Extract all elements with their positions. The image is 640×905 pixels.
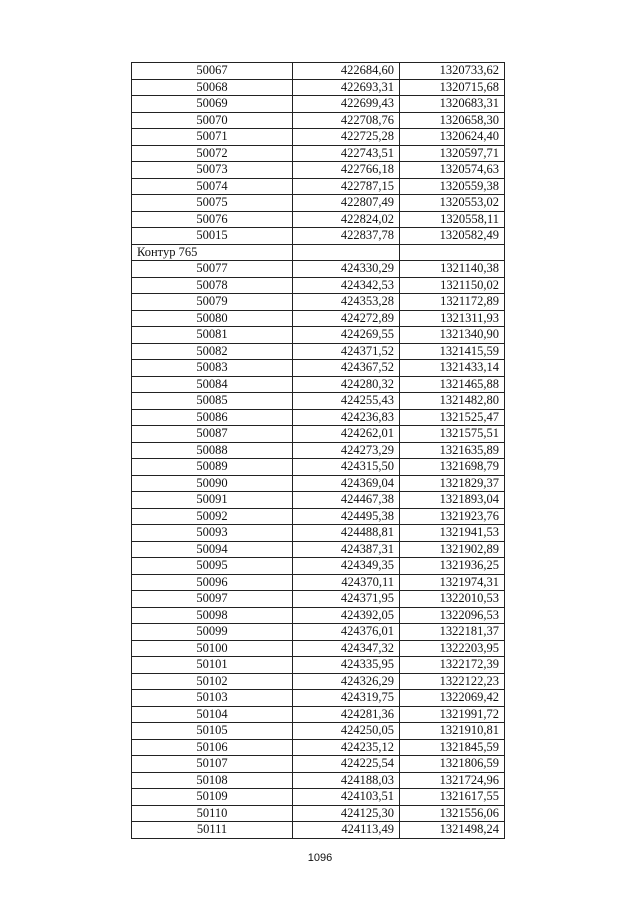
x-coordinate-cell: 424103,51 [293, 789, 400, 806]
y-coordinate-cell: 1320574,63 [400, 162, 505, 179]
x-coordinate-cell: 424371,52 [293, 343, 400, 360]
table-row [132, 772, 505, 789]
x-coordinate-cell: 422684,60 [293, 63, 400, 80]
x-coordinate-cell: 424342,53 [293, 277, 400, 294]
x-coordinate-cell: 422807,49 [293, 195, 400, 212]
table-row [132, 96, 505, 113]
table-row [132, 228, 505, 245]
coordinates-table [131, 62, 505, 839]
point-id-cell: 50078 [132, 277, 293, 294]
point-id-cell: 50088 [132, 442, 293, 459]
table-row [132, 591, 505, 608]
x-coordinate-cell: 424315,50 [293, 459, 400, 476]
point-id-cell: 50090 [132, 475, 293, 492]
point-id-cell: 50111 [132, 822, 293, 839]
x-coordinate-cell: 424188,03 [293, 772, 400, 789]
table-row [132, 409, 505, 426]
x-coordinate-cell: 424353,28 [293, 294, 400, 311]
y-coordinate-cell: 1321498,24 [400, 822, 505, 839]
empty-cell [400, 244, 505, 261]
table-row [132, 756, 505, 773]
table-row [132, 525, 505, 542]
point-id-cell: 50085 [132, 393, 293, 410]
table-row [132, 195, 505, 212]
y-coordinate-cell: 1321635,89 [400, 442, 505, 459]
x-coordinate-cell: 424280,32 [293, 376, 400, 393]
x-coordinate-cell: 422743,51 [293, 145, 400, 162]
point-id-cell: 50075 [132, 195, 293, 212]
y-coordinate-cell: 1321806,59 [400, 756, 505, 773]
x-coordinate-cell: 424281,36 [293, 706, 400, 723]
table-row [132, 442, 505, 459]
table-row [132, 789, 505, 806]
x-coordinate-cell: 424113,49 [293, 822, 400, 839]
table-row [132, 459, 505, 476]
point-id-cell: 50068 [132, 79, 293, 96]
y-coordinate-cell: 1321617,55 [400, 789, 505, 806]
point-id-cell: 50015 [132, 228, 293, 245]
point-id-cell: 50080 [132, 310, 293, 327]
y-coordinate-cell: 1322069,42 [400, 690, 505, 707]
y-coordinate-cell: 1320559,38 [400, 178, 505, 195]
y-coordinate-cell: 1320553,02 [400, 195, 505, 212]
point-id-cell: 50109 [132, 789, 293, 806]
x-coordinate-cell: 424235,12 [293, 739, 400, 756]
point-id-cell: 50082 [132, 343, 293, 360]
table-row [132, 607, 505, 624]
point-id-cell: 50093 [132, 525, 293, 542]
y-coordinate-cell: 1321482,80 [400, 393, 505, 410]
contour-header-row [132, 244, 505, 261]
coordinates-table-body [132, 63, 505, 839]
point-id-cell: 50087 [132, 426, 293, 443]
point-id-cell: 50092 [132, 508, 293, 525]
y-coordinate-cell: 1321311,93 [400, 310, 505, 327]
x-coordinate-cell: 424330,29 [293, 261, 400, 278]
table-row [132, 426, 505, 443]
y-coordinate-cell: 1322010,53 [400, 591, 505, 608]
table-row [132, 706, 505, 723]
x-coordinate-cell: 422725,28 [293, 129, 400, 146]
point-id-cell: 50103 [132, 690, 293, 707]
x-coordinate-cell: 424319,75 [293, 690, 400, 707]
y-coordinate-cell: 1320558,11 [400, 211, 505, 228]
x-coordinate-cell: 424335,95 [293, 657, 400, 674]
point-id-cell: 50081 [132, 327, 293, 344]
point-id-cell: 50069 [132, 96, 293, 113]
y-coordinate-cell: 1321910,81 [400, 723, 505, 740]
page-number: 1096 [307, 852, 333, 864]
table-row [132, 327, 505, 344]
x-coordinate-cell: 424392,05 [293, 607, 400, 624]
table-row [132, 277, 505, 294]
y-coordinate-cell: 1322203,95 [400, 640, 505, 657]
y-coordinate-cell: 1320597,71 [400, 145, 505, 162]
table-row [132, 261, 505, 278]
y-coordinate-cell: 1320683,31 [400, 96, 505, 113]
x-coordinate-cell: 424273,29 [293, 442, 400, 459]
y-coordinate-cell: 1322172,39 [400, 657, 505, 674]
point-id-cell: 50072 [132, 145, 293, 162]
x-coordinate-cell: 422837,78 [293, 228, 400, 245]
y-coordinate-cell: 1321893,04 [400, 492, 505, 509]
point-id-cell: 50101 [132, 657, 293, 674]
y-coordinate-cell: 1320733,62 [400, 63, 505, 80]
x-coordinate-cell: 422787,15 [293, 178, 400, 195]
table-row [132, 657, 505, 674]
point-id-cell: 50107 [132, 756, 293, 773]
y-coordinate-cell: 1321724,96 [400, 772, 505, 789]
point-id-cell: 50100 [132, 640, 293, 657]
x-coordinate-cell: 424347,32 [293, 640, 400, 657]
y-coordinate-cell: 1321340,90 [400, 327, 505, 344]
table-row [132, 624, 505, 641]
table-row [132, 145, 505, 162]
y-coordinate-cell: 1321433,14 [400, 360, 505, 377]
y-coordinate-cell: 1321902,89 [400, 541, 505, 558]
table-row [132, 574, 505, 591]
table-row [132, 129, 505, 146]
point-id-cell: 50070 [132, 112, 293, 129]
point-id-cell: 50110 [132, 805, 293, 822]
x-coordinate-cell: 424376,01 [293, 624, 400, 641]
y-coordinate-cell: 1320715,68 [400, 79, 505, 96]
x-coordinate-cell: 424236,83 [293, 409, 400, 426]
y-coordinate-cell: 1321941,53 [400, 525, 505, 542]
point-id-cell: 50098 [132, 607, 293, 624]
table-row [132, 376, 505, 393]
y-coordinate-cell: 1320582,49 [400, 228, 505, 245]
y-coordinate-cell: 1321845,59 [400, 739, 505, 756]
x-coordinate-cell: 424255,43 [293, 393, 400, 410]
y-coordinate-cell: 1321936,25 [400, 558, 505, 575]
table-row [132, 475, 505, 492]
table-row [132, 393, 505, 410]
y-coordinate-cell: 1322122,23 [400, 673, 505, 690]
y-coordinate-cell: 1321974,31 [400, 574, 505, 591]
x-coordinate-cell: 422708,76 [293, 112, 400, 129]
x-coordinate-cell: 424369,04 [293, 475, 400, 492]
table-row [132, 508, 505, 525]
point-id-cell: 50095 [132, 558, 293, 575]
point-id-cell: 50067 [132, 63, 293, 80]
x-coordinate-cell: 424371,95 [293, 591, 400, 608]
point-id-cell: 50079 [132, 294, 293, 311]
point-id-cell: 50108 [132, 772, 293, 789]
y-coordinate-cell: 1321525,47 [400, 409, 505, 426]
point-id-cell: 50091 [132, 492, 293, 509]
x-coordinate-cell: 424370,11 [293, 574, 400, 591]
x-coordinate-cell: 422766,18 [293, 162, 400, 179]
table-row [132, 310, 505, 327]
x-coordinate-cell: 424269,55 [293, 327, 400, 344]
x-coordinate-cell: 422824,02 [293, 211, 400, 228]
x-coordinate-cell: 424125,30 [293, 805, 400, 822]
y-coordinate-cell: 1321923,76 [400, 508, 505, 525]
point-id-cell: 50099 [132, 624, 293, 641]
y-coordinate-cell: 1320624,40 [400, 129, 505, 146]
point-id-cell: 50105 [132, 723, 293, 740]
point-id-cell: 50102 [132, 673, 293, 690]
table-row [132, 558, 505, 575]
table-row [132, 541, 505, 558]
table-row [132, 112, 505, 129]
point-id-cell: 50097 [132, 591, 293, 608]
x-coordinate-cell: 424495,38 [293, 508, 400, 525]
y-coordinate-cell: 1321575,51 [400, 426, 505, 443]
table-row [132, 640, 505, 657]
point-id-cell: 50071 [132, 129, 293, 146]
table-row [132, 822, 505, 839]
table-row [132, 79, 505, 96]
x-coordinate-cell: 424225,54 [293, 756, 400, 773]
x-coordinate-cell: 424349,35 [293, 558, 400, 575]
x-coordinate-cell: 424387,31 [293, 541, 400, 558]
y-coordinate-cell: 1321556,06 [400, 805, 505, 822]
x-coordinate-cell: 424262,01 [293, 426, 400, 443]
y-coordinate-cell: 1322096,53 [400, 607, 505, 624]
table-row [132, 805, 505, 822]
point-id-cell: 50086 [132, 409, 293, 426]
x-coordinate-cell: 424367,52 [293, 360, 400, 377]
table-row [132, 211, 505, 228]
point-id-cell: 50106 [132, 739, 293, 756]
y-coordinate-cell: 1321150,02 [400, 277, 505, 294]
table-row [132, 492, 505, 509]
y-coordinate-cell: 1320658,30 [400, 112, 505, 129]
y-coordinate-cell: 1321465,88 [400, 376, 505, 393]
point-id-cell: 50077 [132, 261, 293, 278]
point-id-cell: 50084 [132, 376, 293, 393]
table-row [132, 162, 505, 179]
table-row [132, 360, 505, 377]
x-coordinate-cell: 424272,89 [293, 310, 400, 327]
table-row [132, 294, 505, 311]
point-id-cell: 50104 [132, 706, 293, 723]
y-coordinate-cell: 1321140,38 [400, 261, 505, 278]
y-coordinate-cell: 1321172,89 [400, 294, 505, 311]
table-row [132, 63, 505, 80]
x-coordinate-cell: 424467,38 [293, 492, 400, 509]
table-row [132, 673, 505, 690]
contour-label: Контур 765 [132, 244, 293, 261]
x-coordinate-cell: 422693,31 [293, 79, 400, 96]
y-coordinate-cell: 1321415,59 [400, 343, 505, 360]
y-coordinate-cell: 1321698,79 [400, 459, 505, 476]
table-row [132, 690, 505, 707]
x-coordinate-cell: 424250,05 [293, 723, 400, 740]
x-coordinate-cell: 422699,43 [293, 96, 400, 113]
table-row [132, 723, 505, 740]
point-id-cell: 50089 [132, 459, 293, 476]
point-id-cell: 50083 [132, 360, 293, 377]
y-coordinate-cell: 1322181,37 [400, 624, 505, 641]
y-coordinate-cell: 1321829,37 [400, 475, 505, 492]
x-coordinate-cell: 424326,29 [293, 673, 400, 690]
y-coordinate-cell: 1321991,72 [400, 706, 505, 723]
point-id-cell: 50096 [132, 574, 293, 591]
table-row [132, 343, 505, 360]
point-id-cell: 50094 [132, 541, 293, 558]
point-id-cell: 50074 [132, 178, 293, 195]
point-id-cell: 50073 [132, 162, 293, 179]
empty-cell [293, 244, 400, 261]
table-row [132, 178, 505, 195]
x-coordinate-cell: 424488,81 [293, 525, 400, 542]
table-row [132, 739, 505, 756]
point-id-cell: 50076 [132, 211, 293, 228]
